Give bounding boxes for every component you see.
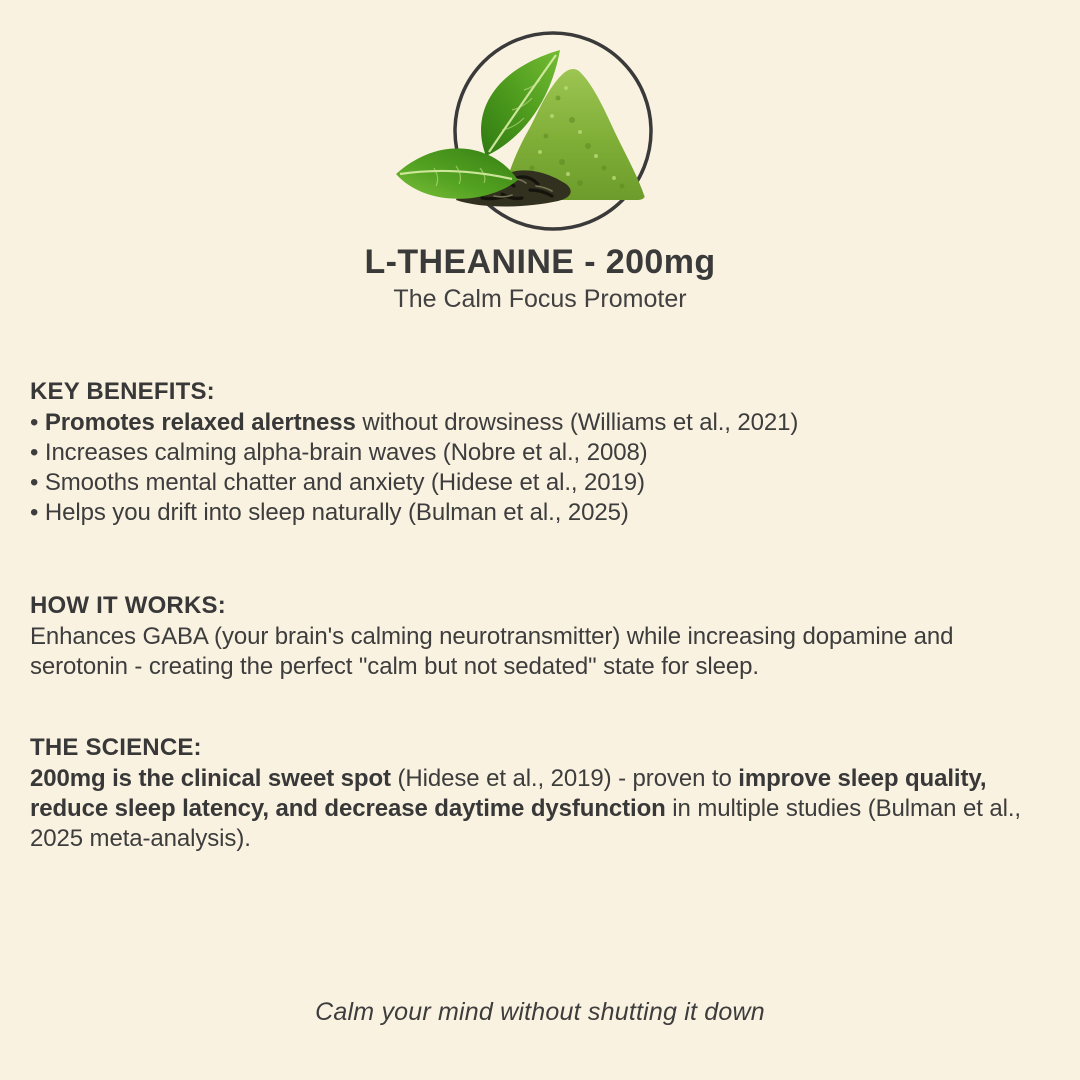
benefit-item: • Smooths mental chatter and anxiety (Hidese et al., 2019) — [30, 469, 645, 496]
how-it-works-heading: HOW IT WORKS: — [30, 592, 226, 619]
tea-matcha-illustration-icon — [390, 28, 690, 246]
product-subtitle: The Calm Focus Promoter — [393, 285, 687, 313]
section-how-it-works — [30, 591, 1050, 682]
how-it-works-body: Enhances GABA (your brain's calming neurotransmitter) while increasing dopamine and serotonin - creating the perfect "calm but not sedated" state for sleep. — [30, 623, 954, 680]
product-title: L-THEANINE - 200mg — [364, 243, 716, 281]
section-key-benefits — [30, 377, 1050, 528]
section-the-science — [30, 733, 1050, 854]
benefit-item: • Helps you drift into sleep naturally (Bulman et al., 2025) — [30, 499, 629, 526]
the-science-body: 200mg is the clinical sweet spot (Hidese et al., 2019) - proven to improve sleep quality, reduce sleep latency, and decrease daytime dysfunction in multiple studies (Bulman et al., 2025 meta-analysis). — [30, 765, 1021, 852]
hero-image-wrap — [0, 28, 1080, 246]
benefit-item: • Promotes relaxed alertness without drowsiness (Williams et al., 2021) — [30, 409, 799, 436]
key-benefits-heading: KEY BENEFITS: — [30, 378, 215, 405]
benefit-item: • Increases calming alpha-brain waves (Nobre et al., 2008) — [30, 439, 648, 466]
the-science-heading: THE SCIENCE: — [30, 734, 202, 761]
tagline: Calm your mind without shutting it down — [315, 998, 765, 1026]
